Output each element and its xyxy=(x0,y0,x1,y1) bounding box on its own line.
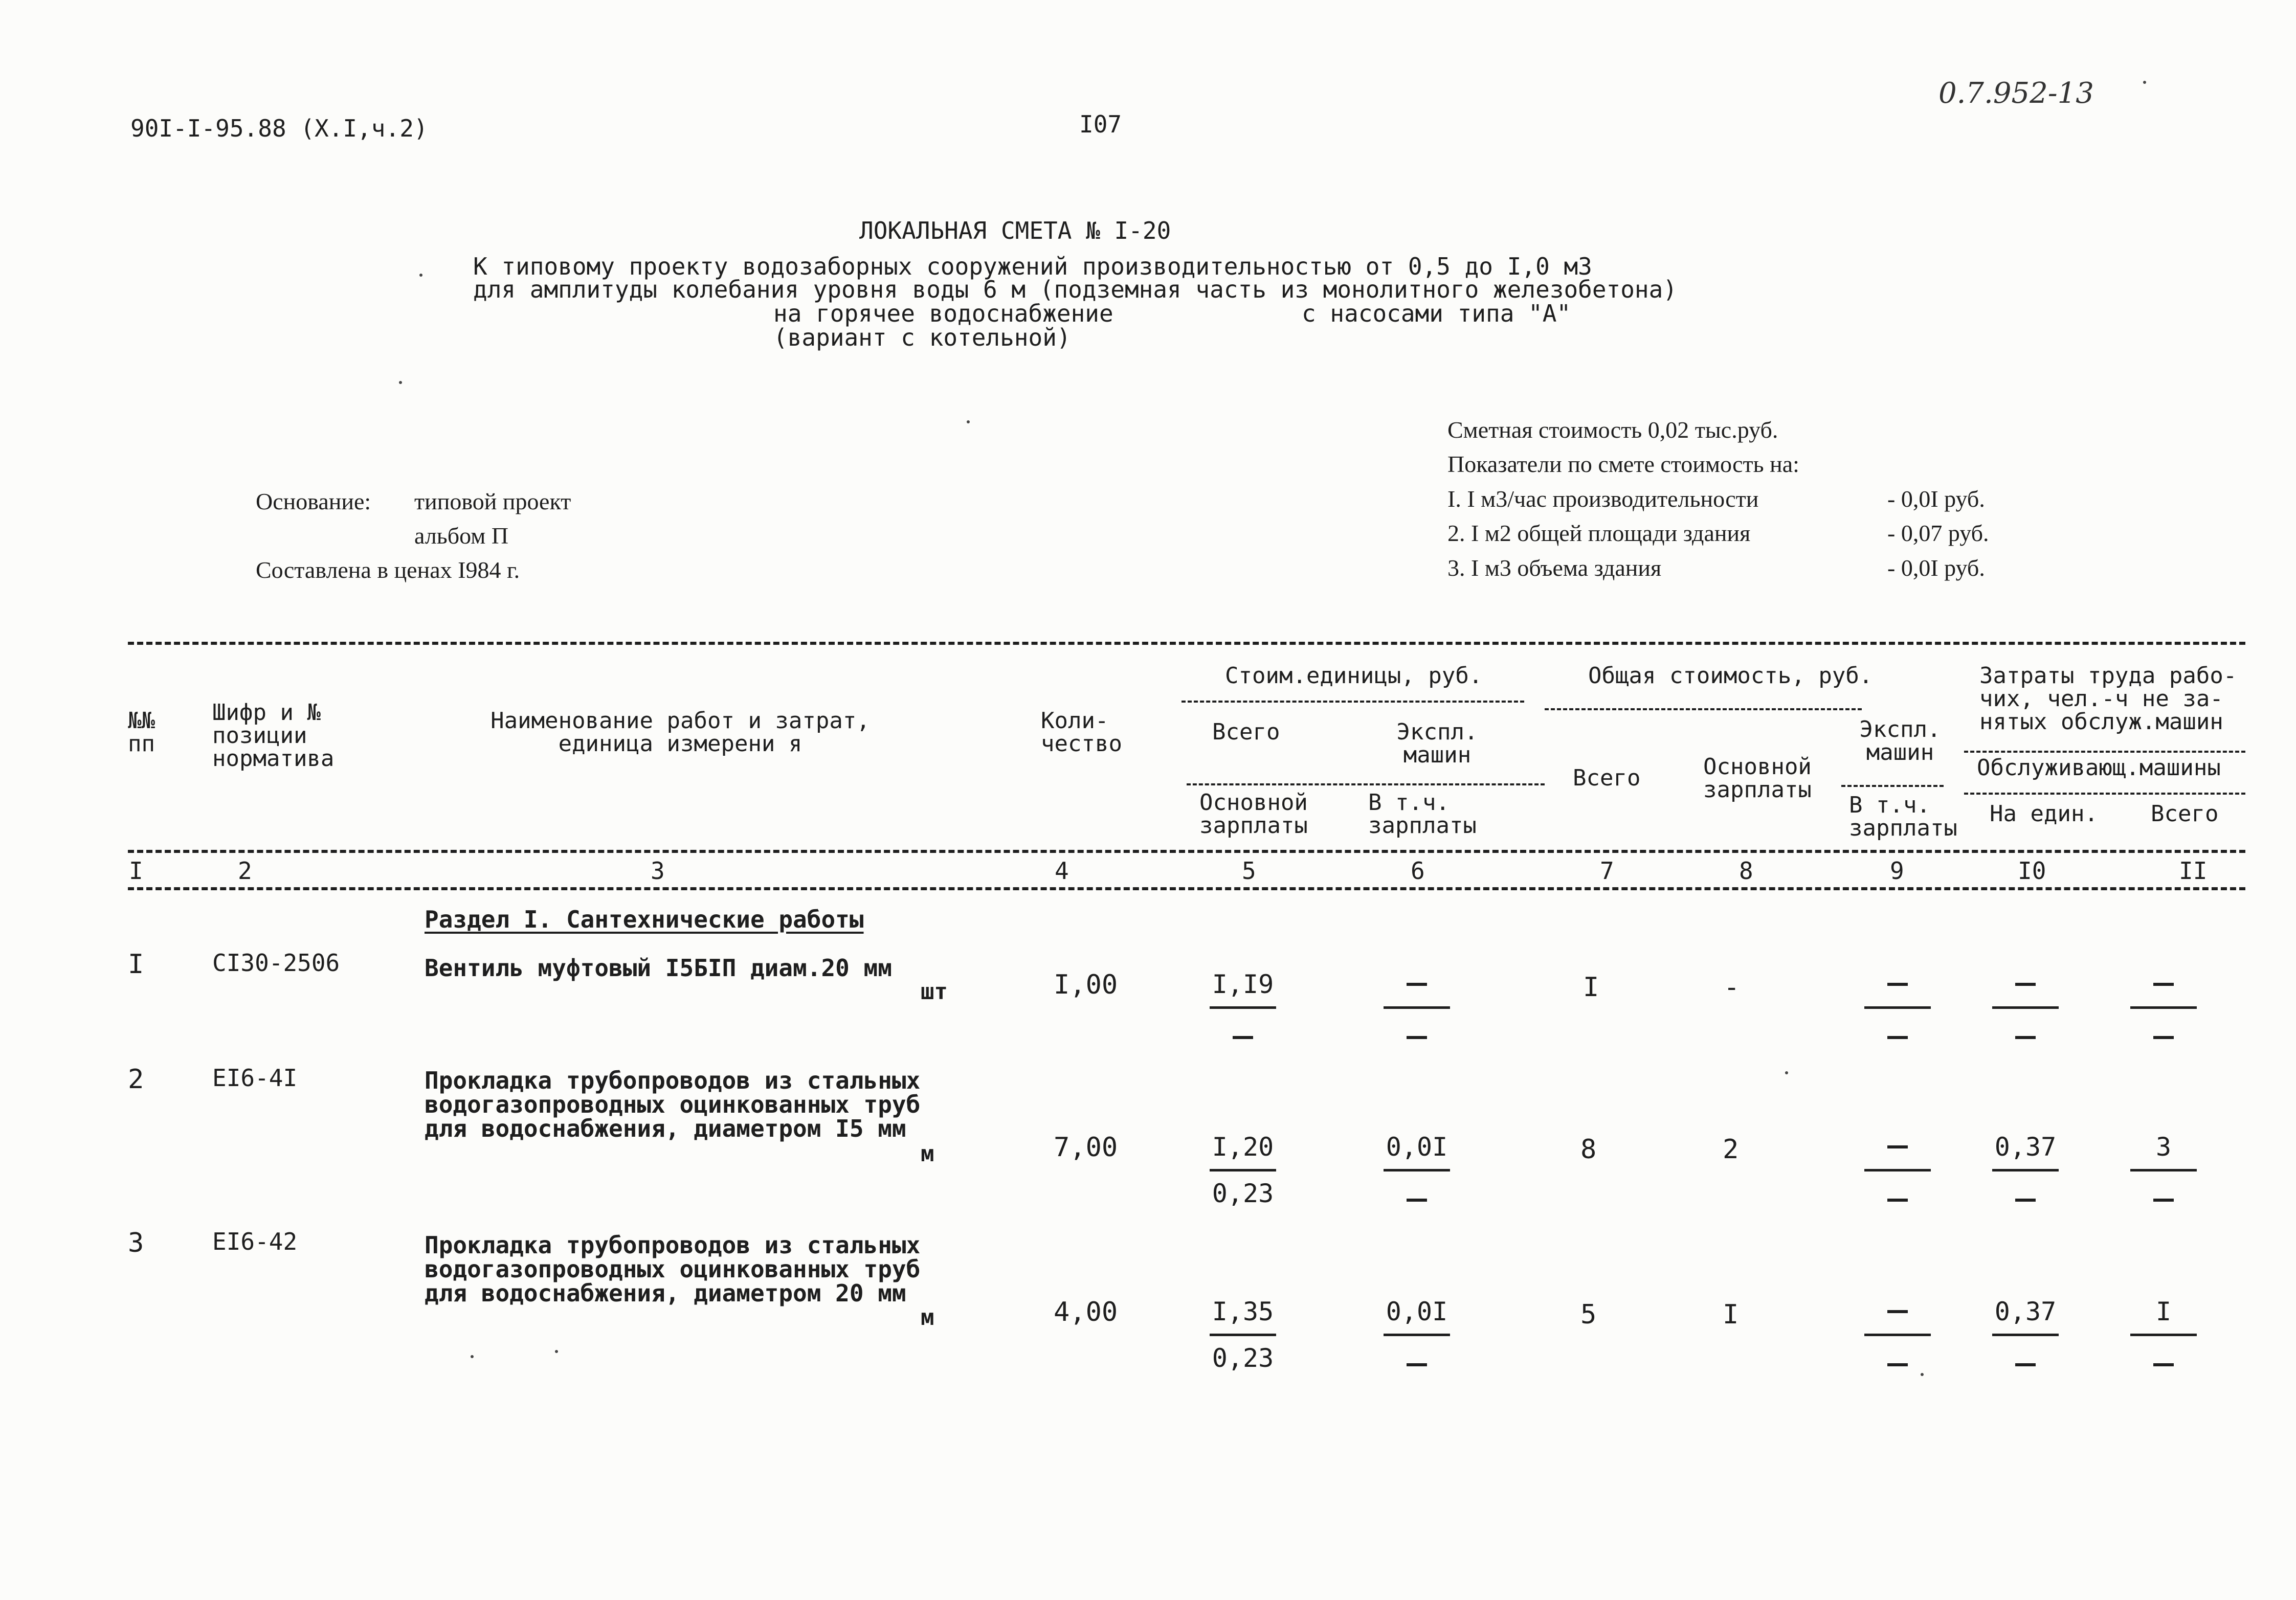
row-2-mach: 0,0I xyxy=(1386,1132,1448,1162)
dash-mark xyxy=(1233,1036,1253,1039)
row-1-mach-wage xyxy=(1381,1018,1453,1044)
indicator-2-value: - 0,07 руб. xyxy=(1887,520,1989,546)
row-3-labor-unit-value: 0,37 xyxy=(1994,1297,2057,1326)
estimate-cost: Сметная стоимость 0,02 тыс.руб. xyxy=(1447,417,1778,443)
row-3-total-mach-wage xyxy=(1862,1345,1933,1371)
row-3-unit: м xyxy=(921,1304,934,1331)
row-1-labor-total-value xyxy=(2128,972,2199,997)
row-1-unit: шт xyxy=(921,979,948,1005)
row-3-labor-unit xyxy=(1990,1299,2061,1371)
row-1-num: I xyxy=(128,949,144,980)
unit-subrule xyxy=(1187,783,1545,785)
col-header-unit-cost: Стоим.единицы, руб. xyxy=(1225,663,1483,689)
row-2-total-mach xyxy=(1862,1134,1933,1206)
scan-speck xyxy=(967,420,970,423)
row-1-mach xyxy=(1381,972,1453,997)
row-2-total-mach-value xyxy=(1862,1134,1933,1160)
row-1-base-wage: - xyxy=(1724,972,1740,1003)
row-1-code: CI30-2506 xyxy=(212,949,340,977)
cost-indicators-heading: Показатели по смете стоимость на: xyxy=(1447,451,1799,477)
basis-value-1: типовой проект xyxy=(414,488,571,514)
row-3-unit-mach xyxy=(1381,1299,1453,1371)
col-header-unit-wage: Основной зарплаты xyxy=(1199,790,1308,839)
dash-mark xyxy=(1887,1199,1908,1202)
row-3-base-wage: I xyxy=(1723,1299,1739,1330)
row-1-unit-cost xyxy=(1207,972,1279,1044)
dash-mark xyxy=(1887,1145,1908,1148)
row-1-unit-wage xyxy=(1207,1018,1279,1044)
dash-mark xyxy=(1407,983,1427,986)
row-2-code: EI6-4I xyxy=(212,1064,298,1092)
col-number-3: 3 xyxy=(651,857,665,885)
numbers-top-rule xyxy=(128,850,2245,853)
table-top-rule xyxy=(128,642,2245,645)
row-2-unit: м xyxy=(921,1141,934,1167)
row-1-labor-unit-value xyxy=(1990,972,2061,997)
row-2-labor-unit-value: 0,37 xyxy=(1994,1132,2057,1162)
col-header-total-all: Всего xyxy=(1573,765,1641,791)
row-2-name: Прокладка трубопроводов из стальных водогазопроводных оцинкованных труб для водоснабжения, диаметром I5 мм xyxy=(425,1067,921,1142)
row-2-mach-wage xyxy=(1381,1181,1453,1206)
row-1-total-mach-wage xyxy=(1862,1018,1933,1044)
row-3-total-mach xyxy=(1862,1299,1933,1371)
col-header-labor: Затраты труда рабо- чих, чел.-ч не за- нятых обслуж.машин xyxy=(1979,663,2237,735)
dash-mark xyxy=(2015,983,2036,986)
row-2-labor-total xyxy=(2128,1134,2199,1206)
document-code: 90I-I-95.88 (X.I,ч.2) xyxy=(130,115,428,142)
numbers-bottom-rule xyxy=(128,887,2245,890)
indicator-3-label: 3. I м3 объема здания xyxy=(1447,555,1662,581)
handwritten-mark: 0.7.952-13 xyxy=(1938,77,2094,110)
page-number: I07 xyxy=(1079,110,1122,138)
row-2-unit-wage: 0,23 xyxy=(1212,1179,1274,1208)
row-3-unit-total: I,35 xyxy=(1212,1297,1274,1326)
row-2-unit-mach xyxy=(1381,1134,1453,1206)
col-header-labor-unit: На един. xyxy=(1990,801,2098,827)
row-3-total-mach-value xyxy=(1862,1299,1933,1324)
row-1-qty: I,00 xyxy=(1054,970,1118,1000)
row-2-total-mach-wage xyxy=(1862,1181,1933,1206)
col-number-6: 6 xyxy=(1411,857,1425,885)
indicator-2-label: 2. I м2 общей площади здания xyxy=(1447,520,1751,546)
scan-speck xyxy=(419,274,422,277)
row-3-unit-cost xyxy=(1207,1299,1279,1371)
dash-mark xyxy=(1407,1036,1427,1039)
dash-mark xyxy=(1887,983,1908,986)
row-2-labor-unit-b xyxy=(1990,1181,2061,1206)
col-header-code: Шифр и № позиции норматива xyxy=(212,700,335,772)
basis-prices: Составлена в ценах I984 г. xyxy=(256,557,520,583)
col-header-total-wage: Основной зарплаты xyxy=(1703,754,1812,803)
basis-label: Основание: xyxy=(256,488,371,514)
col-number-1: I xyxy=(129,857,143,885)
estimate-title: ЛОКАЛЬНАЯ СМЕТА № I-20 xyxy=(859,217,1171,244)
dash-mark xyxy=(1407,1199,1427,1202)
row-2-labor-total-value: 3 xyxy=(2155,1132,2172,1162)
col-header-unit-total: Всего xyxy=(1212,719,1280,745)
row-3-labor-total-value: I xyxy=(2155,1297,2172,1326)
row-1-labor-total-b xyxy=(2128,1018,2199,1044)
row-2-total: 8 xyxy=(1580,1134,1597,1165)
row-3-mach-wage xyxy=(1381,1345,1453,1371)
col-header-total-cost: Общая стоимость, руб. xyxy=(1588,663,1873,689)
col-header-name: Наименование работ и затрат, единица измерени я xyxy=(491,708,870,757)
col-number-4: 4 xyxy=(1055,857,1069,885)
col-number-2: 2 xyxy=(238,857,252,885)
dash-mark xyxy=(2153,1036,2174,1039)
row-3-labor-total-b xyxy=(2128,1345,2199,1371)
row-1-unit-mach xyxy=(1381,972,1453,1044)
section-title: Раздел I. Сантехнические работы xyxy=(425,906,864,933)
col-header-labor-total: Всего xyxy=(2151,801,2219,827)
row-2-labor-unit xyxy=(1990,1134,2061,1206)
labor-rule xyxy=(1964,751,2245,753)
title-line-1: К типовому проекту водозаборных сооружений производительностью от 0,5 до I,0 м3 xyxy=(473,253,1592,280)
row-3-mach: 0,0I xyxy=(1386,1297,1448,1326)
row-3-labor-total xyxy=(2128,1299,2199,1371)
row-1-total-mach-value xyxy=(1862,972,1933,997)
unit-cost-rule xyxy=(1182,701,1524,703)
col-header-total-mach: Экспл. машин xyxy=(1859,716,1941,765)
col-header-labor-service: Обслуживающ.машины xyxy=(1977,755,2221,781)
row-2-num: 2 xyxy=(128,1064,144,1095)
row-2-base-wage: 2 xyxy=(1723,1134,1739,1165)
row-2-unit-cost xyxy=(1207,1134,1279,1206)
row-3-qty: 4,00 xyxy=(1054,1297,1118,1327)
row-2-unit-total: I,20 xyxy=(1212,1132,1274,1162)
row-1-labor-total xyxy=(2128,972,2199,1044)
row-3-name: Прокладка трубопроводов из стальных водогазопроводных оцинкованных труб для водоснабжения, диаметром 20 мм xyxy=(425,1231,921,1307)
dash-mark xyxy=(2153,1363,2174,1366)
scan-speck xyxy=(1785,1071,1788,1074)
title-line-3b: с насосами типа "А" xyxy=(1302,300,1571,327)
dash-mark xyxy=(1887,1036,1908,1039)
scan-speck xyxy=(1921,1373,1924,1376)
mach-subrule xyxy=(1841,785,1944,787)
col-header-num: №№ пп xyxy=(128,708,155,757)
row-1-name: Вентиль муфтовый I5БIП диам.20 мм xyxy=(425,954,892,982)
labor-subrule xyxy=(1964,793,2245,795)
col-header-unit-mach-wage: В т.ч. зарплаты xyxy=(1368,790,1477,839)
indicator-1-value: - 0,0I руб. xyxy=(1887,486,1985,512)
col-header-total-mach-wage: В т.ч. зарплаты xyxy=(1849,792,1957,841)
dash-mark xyxy=(2015,1199,2036,1202)
col-number-11: II xyxy=(2179,857,2208,885)
dash-mark xyxy=(2015,1363,2036,1366)
dash-mark xyxy=(1887,1310,1908,1313)
dash-mark xyxy=(2015,1036,2036,1039)
col-number-10: I0 xyxy=(2018,857,2046,885)
row-3-labor-unit-b xyxy=(1990,1345,2061,1371)
col-number-9: 9 xyxy=(1890,857,1904,885)
col-number-7: 7 xyxy=(1600,857,1614,885)
title-line-4: (вариант с котельной) xyxy=(773,324,1071,351)
row-3-unit-wage: 0,23 xyxy=(1212,1343,1274,1373)
col-number-8: 8 xyxy=(1739,857,1753,885)
col-header-qty: Коли- чество xyxy=(1041,708,1122,757)
row-2-labor-total-b xyxy=(2128,1181,2199,1206)
row-3-num: 3 xyxy=(128,1228,144,1258)
col-number-5: 5 xyxy=(1242,857,1256,885)
row-2-qty: 7,00 xyxy=(1054,1132,1118,1163)
row-3-total: 5 xyxy=(1580,1299,1597,1330)
scan-speck xyxy=(471,1355,474,1358)
dash-mark xyxy=(2153,983,2174,986)
dash-mark xyxy=(2153,1199,2174,1202)
title-line-2: для амплитуды колебания уровня воды 6 м (подземная часть из монолитного железобетона) xyxy=(473,276,1678,303)
indicator-3-value: - 0,0I руб. xyxy=(1887,555,1985,581)
row-1-labor-unit-b xyxy=(1990,1018,2061,1044)
dash-mark xyxy=(1887,1363,1908,1366)
col-header-unit-mach: Экспл. машин xyxy=(1396,719,1478,768)
total-cost-rule xyxy=(1545,708,1862,710)
basis-value-2: альбом П xyxy=(414,523,509,549)
title-line-3a: на горячее водоснабжение xyxy=(773,300,1113,327)
row-1-total-mach xyxy=(1862,972,1933,1044)
scan-speck xyxy=(399,381,402,384)
row-1-total: I xyxy=(1583,972,1599,1003)
row-3-code: EI6-42 xyxy=(212,1228,298,1255)
scan-speck xyxy=(555,1350,558,1353)
row-1-labor-unit xyxy=(1990,972,2061,1044)
scan-speck xyxy=(2143,81,2146,84)
row-1-unit-total: I,I9 xyxy=(1212,970,1274,999)
indicator-1-label: I. I м3/час производительности xyxy=(1447,486,1759,512)
dash-mark xyxy=(1407,1363,1427,1366)
